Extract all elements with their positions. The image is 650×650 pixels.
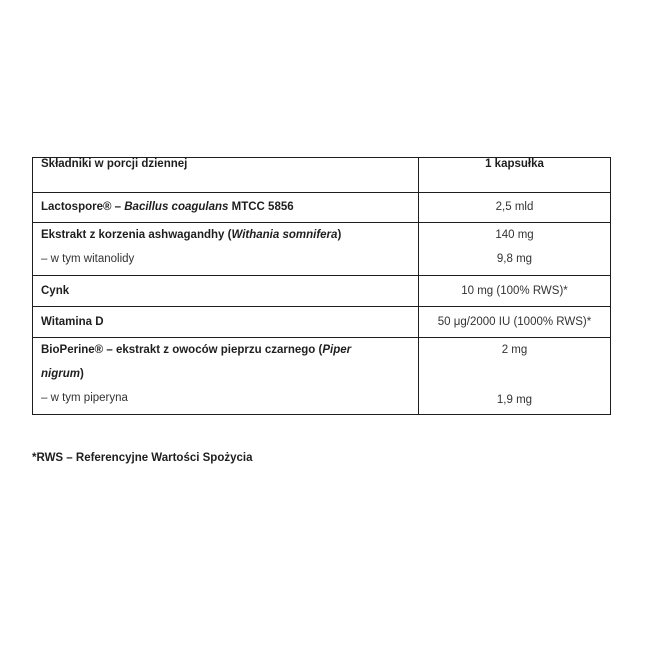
amount-cell	[419, 307, 611, 338]
amount-cell	[419, 338, 611, 415]
amount-value: 10 mg (100% RWS)*	[461, 285, 568, 297]
amount-value: 2,5 mld	[495, 201, 534, 213]
amount-sub-value: 1,9 mg	[496, 394, 533, 406]
amount-cell	[419, 223, 611, 276]
nutrition-table	[32, 157, 611, 415]
table-row	[33, 276, 611, 307]
name-italic: Piper	[322, 344, 352, 356]
ingredient-cell	[33, 307, 419, 338]
ingredient-cell	[33, 276, 419, 307]
table-header-row	[33, 158, 611, 193]
name-italic: Bacillus coagulans	[124, 201, 229, 213]
amount-value: 140 mg	[495, 229, 534, 241]
header-amount: 1 kapsułka	[419, 158, 611, 193]
ingredient-name-cont	[41, 362, 410, 386]
ingredient-cell	[33, 338, 419, 415]
ingredient-cell	[33, 223, 419, 276]
name-suffix: )	[337, 229, 342, 241]
spacer	[427, 362, 602, 388]
ingredient-subname: – w tym piperyna	[41, 392, 128, 404]
amount-cell	[419, 193, 611, 223]
ingredient-name	[41, 193, 410, 222]
name-italic: Withania somnifera	[231, 229, 338, 241]
name-suffix: MTCC 5856	[228, 201, 294, 213]
table-row	[33, 307, 611, 338]
ingredient-name: Cynk	[41, 285, 70, 297]
amount-sub-value: 9,8 mg	[496, 253, 533, 265]
footnote: *RWS – Referencyjne Wartości Spożycia	[32, 452, 253, 464]
table-row	[33, 193, 611, 223]
name-prefix: Lactospore® –	[41, 201, 125, 213]
name-suffix: )	[79, 368, 84, 380]
amount-value: 2 mg	[501, 344, 528, 356]
amount-cell	[419, 276, 611, 307]
name-prefix: Ekstrakt z korzenia ashwagandhy (	[41, 229, 232, 241]
nutrition-table-container	[32, 157, 610, 415]
header-ingredient: Składniki w porcji dziennej	[33, 158, 419, 193]
name-italic-2: nigrum	[41, 368, 80, 380]
table-row	[33, 223, 611, 276]
ingredient-name	[41, 223, 410, 247]
amount-value: 50 μg/2000 IU (1000% RWS)*	[437, 316, 592, 328]
ingredient-name	[41, 338, 410, 362]
ingredient-cell	[33, 193, 419, 223]
name-prefix: BioPerine® – ekstrakt z owoców pieprzu czarnego (	[41, 344, 323, 356]
ingredient-subname: – w tym witanolidy	[41, 253, 135, 265]
ingredient-name: Witamina D	[41, 316, 104, 328]
table-row	[33, 338, 611, 415]
